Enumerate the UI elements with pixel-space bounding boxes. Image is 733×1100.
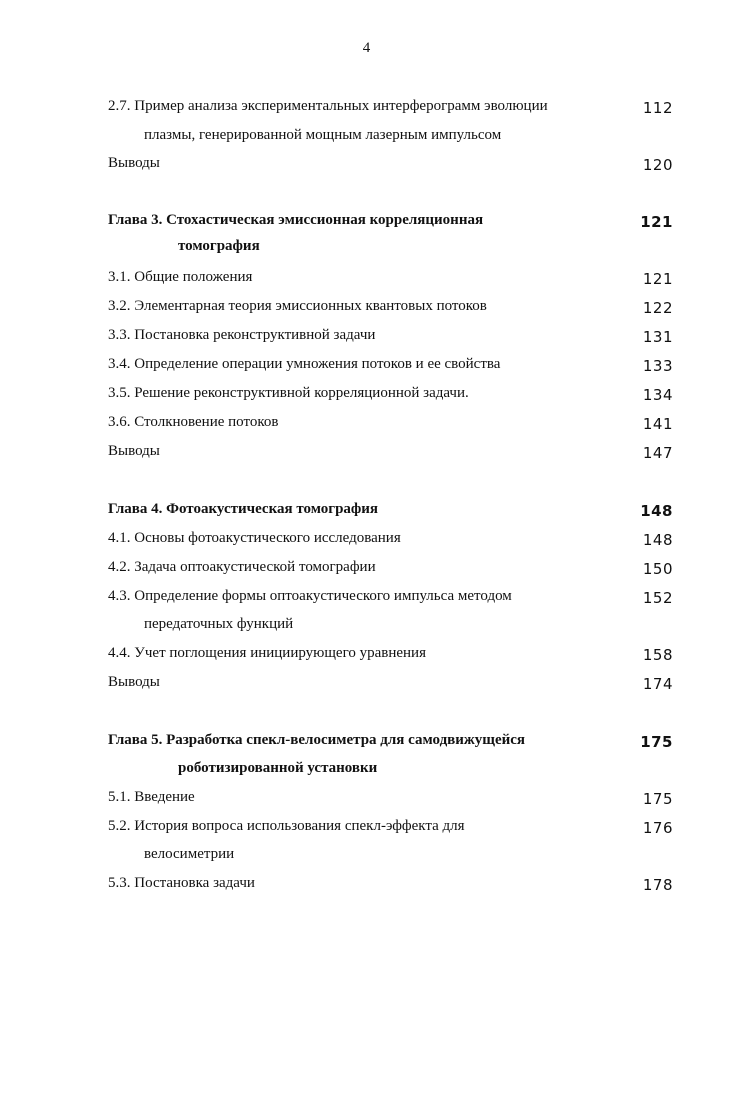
toc-entry-5-1 [0,787,733,816]
toc-entry-page: 178 [642,876,673,894]
toc-entry-conclusions-ch3 [0,441,733,499]
toc-entry-title: Выводы [108,443,160,459]
toc-entry-title: 4.4. Учет поглощения инициирующего уравнения [108,645,426,661]
toc-entry-page: 147 [642,444,673,462]
toc-entry-title: 4.3. Определение формы оптоакустического импульса методом [108,588,512,604]
toc-chapter-title-continuation: томография [178,238,260,254]
toc-entry-page: 120 [642,156,673,174]
toc-chapter-title: Глава 3. Стохастическая эмиссионная корреляционная [108,212,484,228]
toc-entry-page: 121 [642,270,673,288]
toc-entry-page: 112 [642,99,673,117]
toc-entry-page: 150 [642,560,673,578]
toc-entry-title: 2.7. Пример анализа экспериментальных интерферограмм эволюции [108,98,548,114]
table-of-contents [0,96,733,902]
toc-entry-page: 158 [642,646,673,664]
toc-entry-page: 141 [642,415,673,433]
toc-entry-title-continuation: плазмы, генерированной мощным лазерным импульсом [144,127,502,143]
toc-chapter-title: Глава 4. Фотоакустическая томография [108,501,379,517]
toc-chapter-page: 175 [640,733,673,751]
toc-chapter-page: 148 [640,502,673,520]
toc-entry-title: Выводы [108,674,160,690]
toc-entry-title-continuation: передаточных функций [144,616,294,632]
toc-entry-title: 3.6. Столкновение потоков [108,414,279,430]
toc-entry-title: 4.2. Задача оптоакустической томографии [108,559,376,575]
toc-chapter-page: 121 [640,213,673,231]
toc-entry-page: 133 [642,357,673,375]
toc-entry-conclusions-ch4 [0,672,733,730]
toc-entry-title: 5.3. Постановка задачи [108,875,255,891]
toc-entry-title: 3.3. Постановка реконструктивной задачи [108,327,376,343]
toc-entry-4-2 [0,557,733,586]
toc-entry-title: 5.1. Введение [108,789,195,805]
toc-entry-3-6 [0,412,733,441]
toc-entry-page: 122 [642,299,673,317]
toc-chapter-5 [0,730,733,787]
toc-entry-page: 148 [642,531,673,549]
toc-entry-2-7 [0,96,733,153]
toc-chapter-title-continuation: роботизированной установки [178,760,378,776]
toc-entry-3-3 [0,325,733,354]
toc-entry-page: 131 [642,328,673,346]
toc-entry-page: 152 [642,589,673,607]
toc-entry-page: 175 [642,790,673,808]
toc-entry-5-2 [0,816,733,873]
toc-entry-5-3 [0,873,733,902]
toc-entry-title: 4.1. Основы фотоакустического исследования [108,530,401,546]
toc-entry-conclusions-ch2 [0,153,733,210]
toc-entry-title: Выводы [108,155,160,171]
toc-entry-3-2 [0,296,733,325]
toc-entry-title: 3.1. Общие положения [108,269,253,285]
toc-entry-3-4 [0,354,733,383]
toc-entry-3-5 [0,383,733,412]
toc-entry-page: 174 [642,675,673,693]
toc-entry-title-continuation: велосиметрии [144,846,235,862]
toc-entry-page: 176 [642,819,673,837]
toc-entry-title: 3.4. Определение операции умножения потоков и ее свойства [108,356,501,372]
toc-chapter-title: Глава 5. Разработка спекл-велосиметра для самодвижущейся [108,732,526,748]
toc-entry-4-4 [0,643,733,672]
toc-entry-title: 3.2. Элементарная теория эмиссионных квантовых потоков [108,298,487,314]
toc-chapter-3 [0,210,733,267]
toc-entry-title: 3.5. Решение реконструктивной корреляционной задачи. [108,385,469,401]
toc-entry-page: 134 [642,386,673,404]
toc-entry-4-3 [0,586,733,643]
page-number: 4 [362,40,371,56]
toc-entry-3-1 [0,267,733,296]
toc-entry-title: 5.2. История вопроса использования спекл-эффекта для [108,818,465,834]
toc-chapter-4 [0,499,733,528]
toc-entry-4-1 [0,528,733,557]
